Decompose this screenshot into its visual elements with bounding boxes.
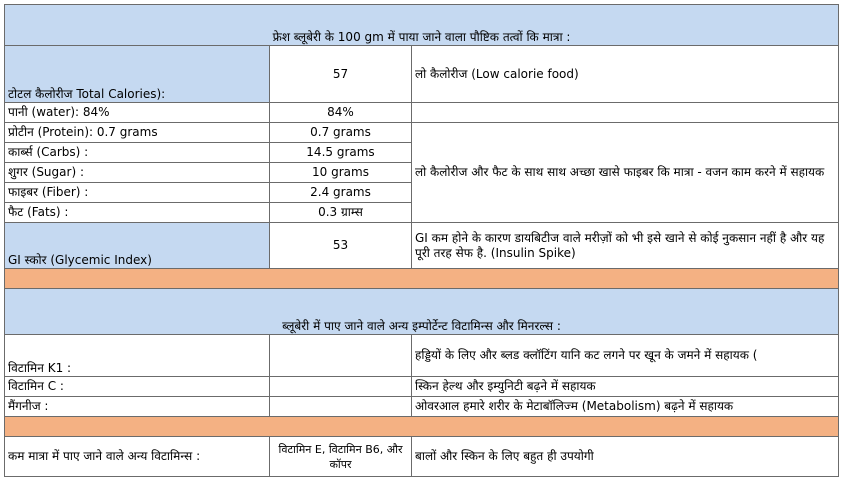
row-note: स्किन हेल्थ और इम्युनिटी बढ़ने में सहायक [412, 377, 839, 397]
table-row [5, 123, 839, 143]
merged-note: लो कैलोरीज और फैट के साथ साथ अच्छा खासे फाइबर कि मात्रा - वजन काम करने में सहायक [412, 123, 839, 223]
row-value: विटामिन E, विटामिन B6, और कॉपर [270, 437, 412, 477]
row-value [270, 377, 412, 397]
nutrition-sheet [4, 4, 838, 494]
row-value: 53 [270, 223, 412, 269]
row-label: पानी (water): 84% [5, 103, 270, 123]
nutrition-table [4, 4, 839, 477]
table-row [5, 437, 839, 477]
table-row [5, 46, 839, 103]
row-value: 2.4 grams [270, 183, 412, 203]
table-row [5, 103, 839, 123]
nutrition-table-title: फ्रेश ब्लूबेरी के 100 gm में पाया जाने वाला पौष्टिक तत्वों कि मात्रा : [5, 5, 839, 46]
table-row [5, 335, 839, 377]
row-value [270, 335, 412, 377]
vitamins-header-row [5, 289, 839, 335]
vitamins-table-title: ब्लूबेरी में पाए जाने वाले अन्य इम्पोर्टेन्ट विटामिन्स और मिनरल्स : [5, 289, 839, 335]
table-row [5, 377, 839, 397]
nutrition-header-row [5, 5, 839, 46]
row-value: 10 grams [270, 163, 412, 183]
row-label: विटामिन K1 : [5, 335, 270, 377]
row-label: विटामिन C : [5, 377, 270, 397]
separator-row [5, 269, 839, 289]
row-note: ओवरआल हमारे शरीर के मेटाबॉलिज्म (Metabolism) बढ़ने में सहायक [412, 397, 839, 417]
row-label: कम मात्रा में पाए जाने वाले अन्य विटामिन्स : [5, 437, 270, 477]
row-label: टोटल कैलोरीज Total Calories): [5, 46, 270, 103]
row-label: कार्ब्स (Carbs) : [5, 143, 270, 163]
separator-row [5, 417, 839, 437]
row-value: 57 [270, 46, 412, 103]
table-row [5, 223, 839, 269]
table-row [5, 397, 839, 417]
row-note: बालों और स्किन के लिए बहुत ही उपयोगी [412, 437, 839, 477]
row-label: प्रोटीन (Protein): 0.7 grams [5, 123, 270, 143]
row-note: हड्डियों के लिए और ब्लड क्लॉटिंग यानि कट लगने पर खून के जमने में सहायक ( [412, 335, 839, 377]
row-label: शुगर (Sugar) : [5, 163, 270, 183]
row-note: GI कम होने के कारण डायबिटीज वाले मरीज़ों को भी इसे खाने से कोई नुकसान नहीं है और यह पूरी तरह सेफ है. (Insulin Spike) [412, 223, 839, 269]
row-label: फाइबर (Fiber) : [5, 183, 270, 203]
row-label: फैट (Fats) : [5, 203, 270, 223]
row-value: 0.7 grams [270, 123, 412, 143]
row-value [270, 397, 412, 417]
row-value: 84% [270, 103, 412, 123]
row-value: 14.5 grams [270, 143, 412, 163]
row-note-empty [412, 103, 839, 123]
row-value: 0.3 ग्राम्स [270, 203, 412, 223]
row-label: मैंगनीज : [5, 397, 270, 417]
separator [5, 269, 839, 289]
row-note: लो कैलोरीज (Low calorie food) [412, 46, 839, 103]
separator [5, 417, 839, 437]
row-label: GI स्कोर (Glycemic Index) [5, 223, 270, 269]
